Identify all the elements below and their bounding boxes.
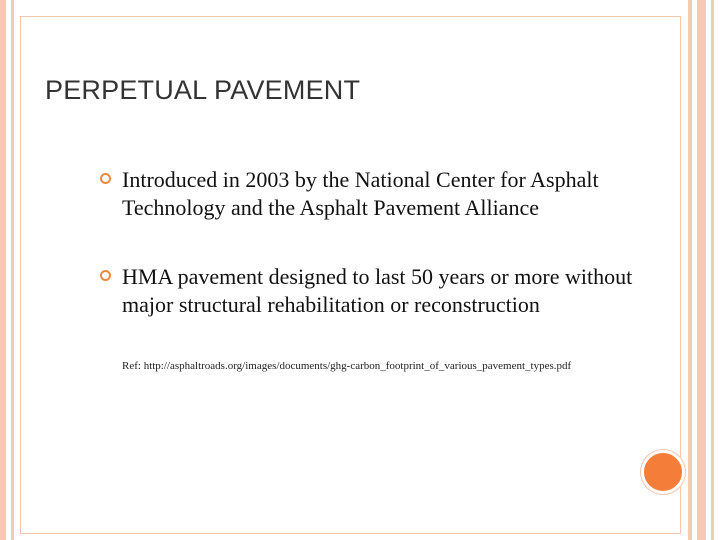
left-border-bar [0, 0, 6, 540]
reference-link: Ref: http://asphaltroads.org/images/documents/ghg-carbon_footprint_of_various_pavement_types.pdf [122, 360, 572, 372]
bullet-text: HMA pavement designed to last 50 years or more without major structural rehabilitation or reconstruction [122, 264, 633, 317]
orange-circle-icon [641, 450, 685, 494]
right-border-line-outer [711, 0, 714, 540]
slide-title: PERPETUAL PAVEMENT [45, 75, 361, 105]
bullet-text: Introduced in 2003 by the National Center for Asphalt Technology and the Asphalt Pavement Alliance [122, 167, 599, 220]
circle-bullet-icon [100, 173, 111, 184]
circle-bullet-icon [100, 270, 111, 281]
left-border-line [11, 0, 14, 540]
right-border-bar [697, 0, 706, 540]
right-border-line [688, 0, 692, 540]
